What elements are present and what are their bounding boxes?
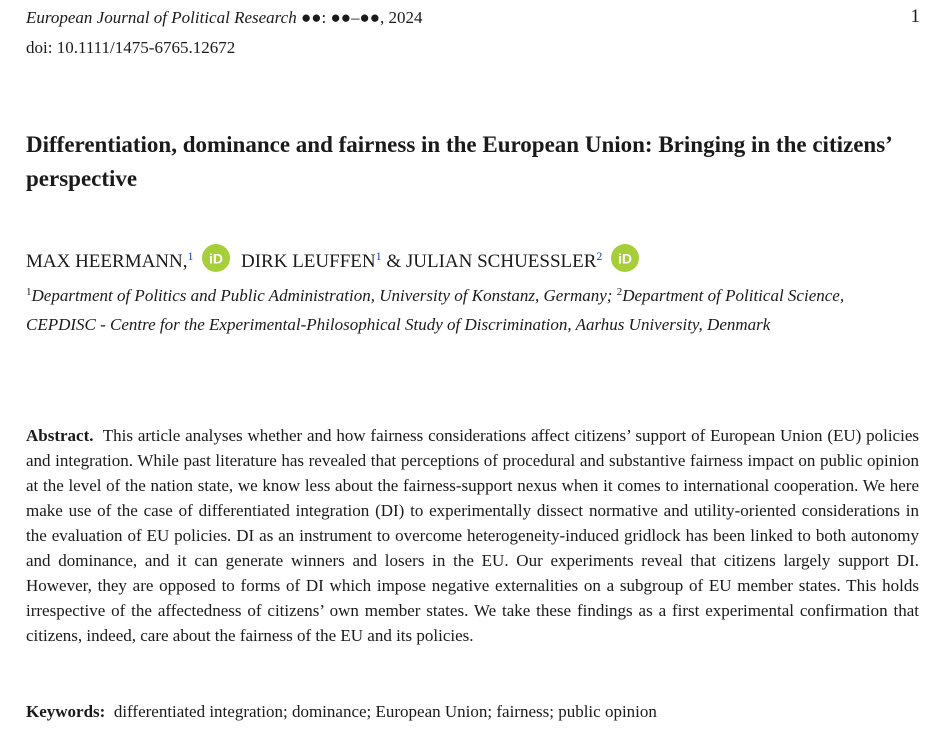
journal-name: European Journal of Political Research — [26, 8, 297, 27]
page-number: 1 — [910, 6, 920, 27]
affiliation-number: 2 — [616, 286, 623, 298]
author-name: MAX HEERMANN, — [26, 251, 188, 272]
svg-text:iD: iD — [618, 250, 633, 267]
keywords — [26, 699, 919, 724]
author-affiliation-marker[interactable]: 2 — [596, 249, 603, 263]
author-affiliation-marker[interactable]: 1 — [187, 249, 194, 263]
abstract-text: This article analyses whether and how fairness considerations affect citizens’ support of European Union (EU) policies and integration. While past literature has revealed that perceptions of procedural and substantive fairness impact on public opinion at the level of the nation state, we know less about the fairness-support nexus when it comes to international cooperation. We here make use of the case of differentiated integration (DI) to experimentally dissect normative and utility-oriented considerations in the evaluation of EU policies. DI as an instrument to overcome heterogeneity-induced gridlock has been linked to both autonomy and dominance, and it can generate winners and losers in the EU. Our experiments reveal that citizens largely support DI. However, they are opposed to forms of DI which impose negative externalities on a subgroup of EU member states. This holds irrespective of the affectedness of citizens’ own member states. We take these findings as a first experimental confirmation that citizens, indeed, care about the fairness of the EU and its policies. — [26, 426, 919, 645]
keywords-text: differentiated integration; dominance; European Union; fairness; public opinion — [113, 702, 657, 721]
volume-issue: ●●: ●●–●●, 2024 — [296, 8, 423, 27]
svg-text:iD: iD — [209, 250, 224, 267]
affiliation-number: 1 — [26, 286, 32, 298]
author-name: DIRK LEUFFEN — [241, 251, 376, 272]
author-list — [26, 240, 921, 278]
affiliation-text: Department of Political Science, CEPDISC - Centre for the Experimental-Philosophical Study of Discrimination, Aarhus University, Denmark — [26, 286, 845, 334]
affiliations — [26, 278, 906, 339]
journal-line — [26, 7, 920, 29]
article-title: Differentiation, dominance and fairness in the European Union: Bringing in the citizens’ perspective — [26, 132, 892, 191]
author-affiliation-marker[interactable]: 1 — [375, 249, 382, 263]
doi[interactable]: doi: 10.1111/1475-6765.12672 — [26, 38, 236, 57]
abstract-label: Abstract. — [26, 426, 94, 445]
orcid-icon[interactable] — [202, 244, 230, 272]
orcid-icon[interactable] — [611, 244, 639, 272]
author-name: & JULIAN SCHUESSLER — [386, 251, 597, 272]
abstract — [26, 423, 919, 648]
keywords-label: Keywords: — [26, 702, 106, 721]
running-header — [26, 7, 920, 59]
affiliation-text: Department of Politics and Public Administration, University of Konstanz, Germany; — [31, 286, 613, 305]
